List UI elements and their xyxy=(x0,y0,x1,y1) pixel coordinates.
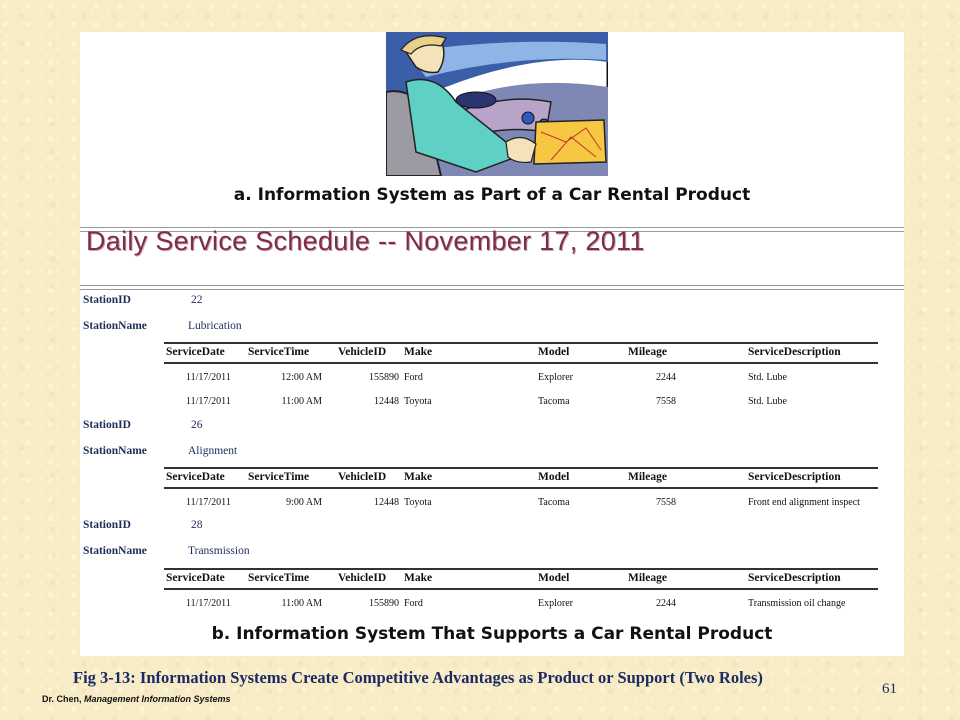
col-header: ServiceTime xyxy=(248,471,310,483)
page-number: 61 xyxy=(882,681,897,697)
col-header: Make xyxy=(404,346,433,358)
station-id-value: 28 xyxy=(191,519,203,531)
station-id-label: StationID xyxy=(83,519,131,531)
col-header: Make xyxy=(404,471,433,483)
col-header: ServiceDate xyxy=(166,471,225,483)
footer-author: Dr. Chen, xyxy=(42,694,85,704)
figure-caption: Fig 3-13: Information Systems Create Competitive Advantages as Product or Support (Two Roles) xyxy=(73,668,763,687)
col-header: Model xyxy=(538,346,570,358)
report-title: Daily Service Schedule -- November 17, 2011 xyxy=(86,226,645,256)
col-header: Mileage xyxy=(628,346,667,358)
station-id-label: StationID xyxy=(83,419,131,431)
col-header: Mileage xyxy=(628,572,667,584)
col-header: VehicleID xyxy=(338,572,387,584)
col-header: ServiceDescription xyxy=(748,572,841,584)
col-header: Model xyxy=(538,471,570,483)
station-id-value: 26 xyxy=(191,419,203,431)
col-header: VehicleID xyxy=(338,471,387,483)
col-header: Make xyxy=(404,572,433,584)
col-header: Mileage xyxy=(628,471,667,483)
station-id-label: StationID xyxy=(83,294,131,306)
col-header: ServiceTime xyxy=(248,572,310,584)
col-header: ServiceDate xyxy=(166,572,225,584)
station-name-value: Transmission xyxy=(188,545,250,557)
col-header: ServiceTime xyxy=(248,346,310,358)
station-name-value: Lubrication xyxy=(188,320,242,332)
station-id-value: 22 xyxy=(191,294,203,306)
slide-figure-panel: a. Information System as Part of a Car Rental Product Daily Service Schedule -- November 17, 2011 StationID 22 StationName Lubrication ServiceDate ServiceTime VehicleID Make Model Mileage ServiceDescription 11/17/2011 12:00 AM 155890 Ford Explorer 2244 Std. Lube 11/17/2011 11:00 AM 12448 Toyota Tacoma 7558 Std. Lube StationID 26 StationName Alignment ServiceDate ServiceTime VehicleID Make Model Mileage ServiceDescription 11/17/2011 9:00 AM 12448 Toyota Tacoma 7558 Front end alignment inspect StationID 28 StationName Transmission ServiceDate ServiceTime VehicleID Make Model Mileage ServiceDescription 11/17/2011 11:00 AM 155890 Ford Explorer 2244 Transmission oil change b. Information System That Supports a Car Rental Product xyxy=(80,32,904,656)
station-name-label: StationName xyxy=(83,320,147,332)
slide-footer xyxy=(42,694,231,704)
station-name-value: Alignment xyxy=(188,445,238,457)
caption-b: b. Information System That Supports a Car Rental Product xyxy=(211,624,773,644)
separator-line xyxy=(80,285,904,290)
col-header: ServiceDate xyxy=(166,346,225,358)
col-header: ServiceDescription xyxy=(748,346,841,358)
col-header: VehicleID xyxy=(338,346,387,358)
station-name-label: StationName xyxy=(83,545,147,557)
col-header: ServiceDescription xyxy=(748,471,841,483)
driver-with-map-illustration xyxy=(386,32,608,176)
col-header: Model xyxy=(538,572,570,584)
footer-course: Management Information Systems xyxy=(84,694,231,704)
caption-a: a. Information System as Part of a Car Rental Product xyxy=(233,185,751,205)
station-name-label: StationName xyxy=(83,445,147,457)
